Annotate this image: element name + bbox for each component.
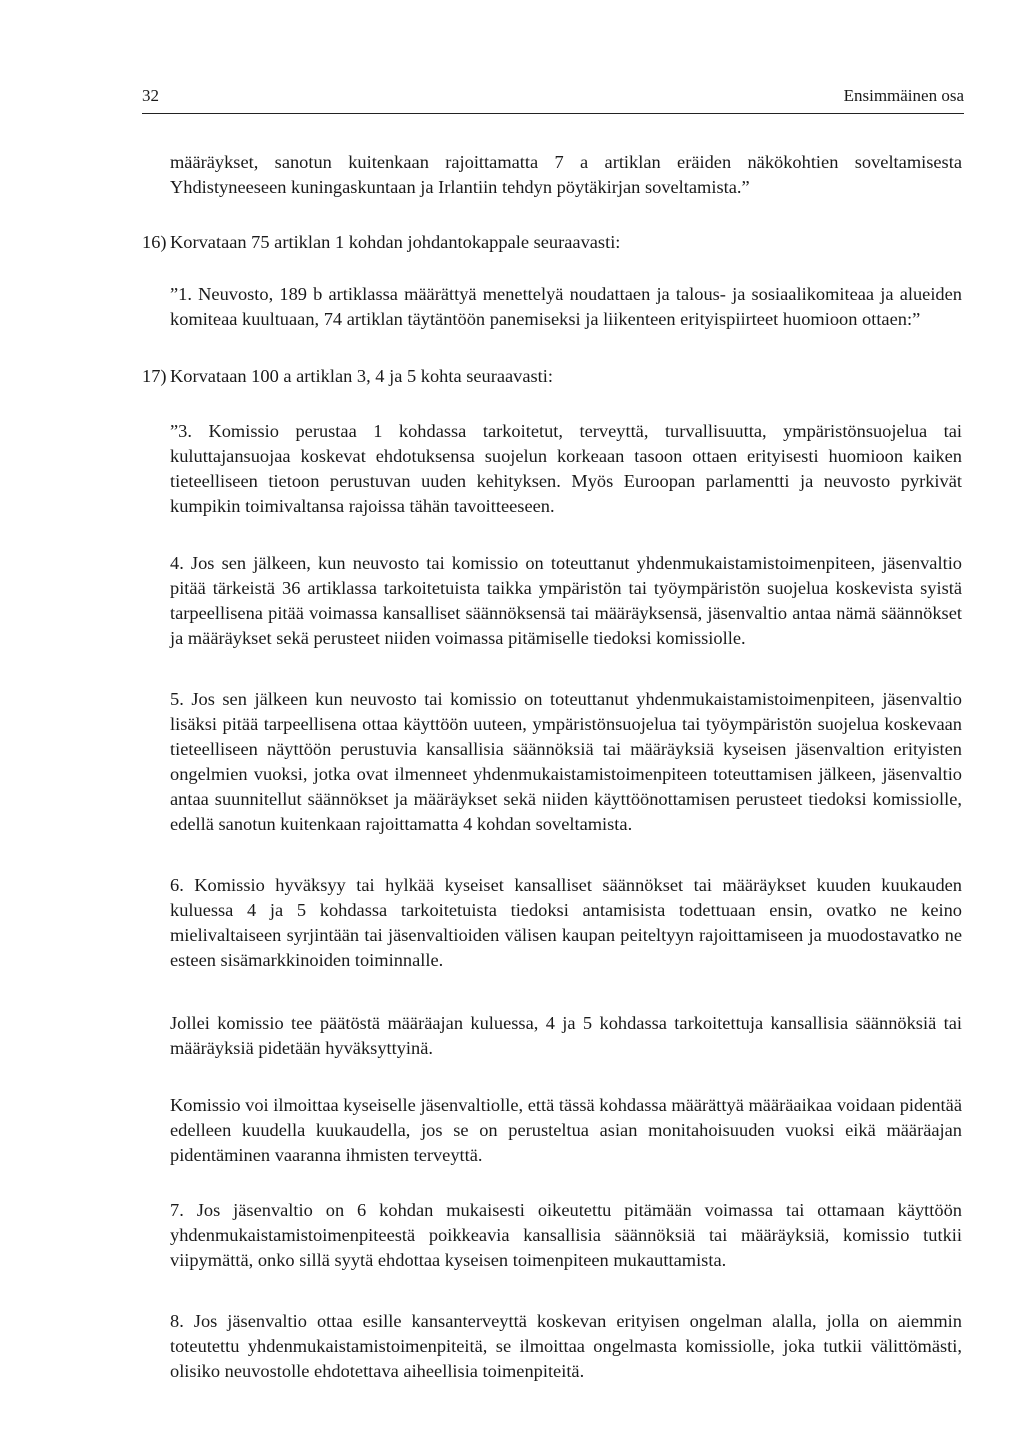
item-text: Korvataan 100 a artiklan 3, 4 ja 5 kohta seuraavasti: bbox=[170, 366, 554, 386]
running-title: Ensimmäinen osa bbox=[843, 86, 964, 105]
list-item-16 bbox=[142, 230, 962, 255]
paragraph-point-6-third: Komissio voi ilmoittaa kyseiselle jäsenvaltiolle, että tässä kohdassa määrättyä määräaikaa voidaan pidentää edelleen kuudella kuukaudella, jos se on perusteltua asian monitahoisuuden vuoksi eikä määräajan pidentäminen vaaranna ihmisten terveyttä. bbox=[170, 1095, 962, 1165]
paragraph-point-6-second: Jollei komissio tee päätöstä määräajan kuluessa, 4 ja 5 kohdassa tarkoitettuja kansallisia säännöksiä tai määräyksiä pidetään hyväksyttyinä. bbox=[170, 1013, 962, 1058]
item-number: 17) bbox=[142, 366, 167, 386]
item-number: 16) bbox=[142, 232, 167, 252]
paragraph-point-7: 7. Jos jäsenvaltio on 6 kohdan mukaisesti oikeutettu pitämään voimassa tai ottamaan käyttöön yhdenmukaistamistoimenpiteestä poikkeavia kansallisia säännöksiä tai määräyksiä, komissio tutkii viipymättä, onko sillä syytä ehdottaa kyseisen toimenpiteen mukauttamista. bbox=[170, 1200, 962, 1270]
header-rule bbox=[142, 113, 964, 114]
page-number: 32 bbox=[142, 86, 159, 105]
list-item-17 bbox=[142, 364, 962, 389]
main-text bbox=[142, 150, 962, 1384]
paragraph-point-5: 5. Jos sen jälkeen kun neuvosto tai komissio on toteuttanut yhdenmukaistamistoimenpiteen, jäsenvaltio lisäksi pitää tarpeellisena ottaa käyttöön uuteen, ympäristönsuojelua tai työympäristön suojelua koskevaan tieteelliseen näyttöön perustuvia kansallisia säännöksiä tai määräyksiä kyseisen jäsenvaltion erityisten ongelmien vuoksi, jotka ovat ilmenneet yhdenmukaistamistoimenpiteen toteuttamisen jälkeen, jäsenvaltio antaa suunnitellut säännökset ja määräykset sekä niiden käyttöönottamisen perusteet tiedoksi komissiolle, edellä sanotun kuitenkaan rajoittamatta 4 kohdan soveltamista. bbox=[170, 689, 962, 834]
paragraph-article-75-1: ”1. Neuvosto, 189 b artiklassa määrättyä menettelyä noudattaen ja talous- ja sosiaalikomiteaa ja alueiden komiteaa kuultuaan, 74 artiklan täytäntöön panemiseksi ja liikenteen erityispiirteet huomioon ottaen:” bbox=[170, 284, 962, 329]
page-header bbox=[142, 86, 964, 110]
item-text: Korvataan 75 artiklan 1 kohdan johdantokappale seuraavasti: bbox=[170, 232, 621, 252]
paragraph-point-3: ”3. Komissio perustaa 1 kohdassa tarkoitetut, terveyttä, turvallisuutta, ympäristönsuojelua tai kuluttajansuojaa koskevat ehdotuksensa suojelun korkeaan tasoon ottaen erityisesti huomioon kaiken tieteelliseen tietoon perustuvan uuden kehityksen. Myös Euroopan parlamentti ja neuvosto pyrkivät kumpikin toimivaltansa rajoissa tähän tavoitteeseen. bbox=[170, 421, 962, 516]
paragraph-point-4: 4. Jos sen jälkeen, kun neuvosto tai komissio on toteuttanut yhdenmukaistamistoimenpiteen, jäsenvaltio pitää tärkeistä 36 artiklassa tarkoitetuista taikka ympäristön tai työympäristön suojelua koskevista syistä tarpeellisena pitää voimassa kansalliset säännöksensä tai määräyksensä, jäsenvaltio antaa nämä säännökset ja määräykset sekä perusteet niiden voimassa pitämiselle tiedoksi komissiolle. bbox=[170, 553, 962, 648]
paragraph-point-6: 6. Komissio hyväksyy tai hylkää kyseiset kansalliset säännökset tai määräykset kuuden kuukauden kuluessa 4 ja 5 kohdassa tarkoitetuista tiedoksi antamisista todettuaan ensin, ovatko ne keino mielivaltaiseen syrjintään tai jäsenvaltioiden välisen kaupan peiteltyyn rajoittamiseen ja muodostavatko ne esteen sisämarkkinoiden toiminnalle. bbox=[170, 875, 962, 970]
paragraph-continuation: määräykset, sanotun kuitenkaan rajoittamatta 7 a artiklan eräiden näkökohtien soveltamisesta Yhdistyneeseen kuningaskuntaan ja Irlantiin tehdyn pöytäkirjan soveltamista.” bbox=[170, 152, 962, 197]
paragraph-point-8: 8. Jos jäsenvaltio ottaa esille kansanterveyttä koskevan erityisen ongelman alalla, jolla on aiemmin toteutettu yhdenmukaistamistoimenpiteitä, se ilmoittaa ongelmasta komissiolle, joka tutkii välittömästi, olisiko neuvostolle ehdotettava aiheellisia toimenpiteitä. bbox=[170, 1311, 962, 1381]
